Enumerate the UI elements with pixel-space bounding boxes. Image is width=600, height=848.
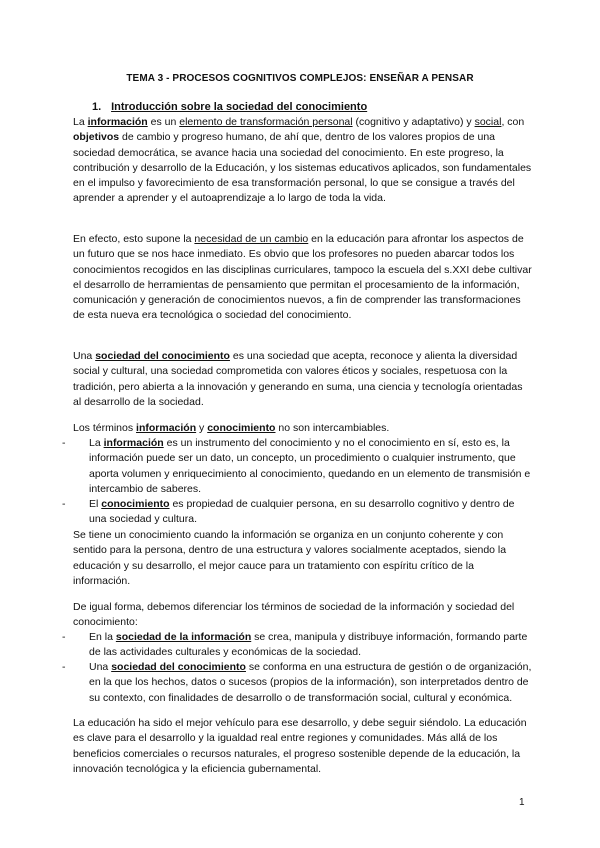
text: En la (89, 631, 116, 643)
underlined-phrase: elemento de transformación personal (179, 116, 353, 128)
paragraph-7: La educación ha sido el mejor vehículo para ese desarrollo, y debe seguir siéndolo. La educación es clave para el desarrollo y la igualdad real entre regiones y comunidades. Más allá de los beneficios comerciales o recursos naturales, el progreso sostenible depende de la educación, la innovación tecnológica y la eficiencia gubernamental. (73, 717, 527, 775)
text: La (73, 116, 88, 128)
paragraph-5: Se tiene un conocimiento cuando la información se organiza en un conjunto coherente y con sentido para la persona, dentro de una estructura y valores socialmente aceptados, siendo la educación y su desarrollo, el mejor cauce para un tratamiento con espíritu crítico de la información. (73, 529, 507, 587)
list-dash: - (62, 661, 66, 673)
text: de cambio y progreso humano, de ahí que, dentro de los valores propios de una sociedad democrática, se avance hacia una sociedad del conocimiento. En este progreso, la contribución y desarrollo de la Educación, y los sistemas educativos aplicados, son fundamentales en el impulso y favorecimiento de esa transformación personal, lo que se consigue a través del aprender a aprender y el autoaprendizaje a lo largo de toda la vida. (73, 131, 532, 205)
text: se conforma en una estructura de gestión o de organización, en la que los hechos, datos o sucesos (propios de la información), son interpretados dentro de su contexto, con finalidades de desarrollo o de transformación social, cultural y económica. (89, 661, 532, 704)
paragraph-3 (73, 349, 533, 410)
list-item (62, 660, 533, 706)
section-heading (92, 101, 367, 113)
term-objetivos: objetivos (73, 131, 120, 144)
paragraph-6: De igual forma, debemos diferenciar los términos de sociedad de la información y sociedad del conocimiento: (73, 601, 515, 629)
list-dash: - (62, 498, 66, 510)
text: se crea, manipula y distribuye información, formando parte de las actividades culturales y económicas de la sociedad. (89, 631, 528, 659)
list-item (62, 630, 533, 661)
text: Una (89, 661, 112, 673)
term-conocimiento: conocimiento (101, 498, 170, 510)
paragraph-4 (73, 421, 533, 436)
text: El (89, 498, 102, 510)
term-informacion: información (103, 437, 164, 449)
text: es propiedad de cualquier persona, en su desarrollo cognitivo y dentro de una sociedad y cultura. (89, 498, 515, 526)
text: en la educación para afrontar los aspectos de un futuro que se nos hace inmediato. Es obvio que los profesores no pueden abarcar todos los conocimientos recogidos en las disciplinas curriculares, tampoco la escuela del s.XXI debe cultivar el desarrollo de herramientas de pensamiento que permitan el procesamiento de la información, comunicación y generación de conocimientos nuevos, a fin de comprender las transformaciones de esta nueva era tecnológica o sociedad del conocimiento. (73, 233, 532, 322)
text: es un (147, 116, 180, 128)
term-sociedad-conocimiento: sociedad del conocimiento (95, 350, 230, 362)
underlined-phrase: necesidad de un cambio (194, 233, 309, 245)
underlined-phrase: social (474, 116, 502, 128)
paragraph-1 (73, 115, 533, 207)
document-title: TEMA 3 - PROCESOS COGNITIVOS COMPLEJOS: ENSEÑAR A PENSAR (126, 73, 474, 84)
paragraph-2 (73, 232, 533, 324)
text: , con (501, 116, 525, 128)
term-informacion: información (87, 116, 148, 128)
text: Los términos (73, 422, 137, 434)
term-informacion: información (136, 422, 197, 434)
page-number: 1 (519, 797, 525, 808)
list-dash: - (62, 631, 66, 643)
text: (cognitivo y adaptativo) y (352, 116, 475, 128)
list-dash: - (62, 437, 66, 449)
text: no son intercambiables. (275, 422, 390, 434)
section-title: Introducción sobre la sociedad del conocimiento (111, 101, 368, 113)
text: Una (73, 350, 96, 362)
section-number: 1. (92, 101, 102, 113)
term-sociedad-informacion: sociedad de la información (115, 631, 252, 643)
text: En efecto, esto supone la (73, 233, 195, 245)
list-item (62, 436, 533, 497)
text: es un instrumento del conocimiento y no el conocimiento en sí, esto es, la información puede ser un dato, un concepto, un procedimiento o cualquier instrumento, que aporta volumen y enriquecimiento al conocimiento, quedando en un elemento de transmisión e intercambio de saberes. (89, 437, 531, 495)
list-item (62, 497, 533, 528)
term-sociedad-conocimiento: sociedad del conocimiento (111, 661, 246, 673)
text: La (89, 437, 104, 449)
text: es una sociedad que acepta, reconoce y alienta la diversidad social y cultural, una sociedad comprometida con valores éticos y sociales, respetuosa con la tradición, pero abierta a la innovación y generando en suma, una ciencia y tecnología orientadas al desarrollo de la sociedad. (73, 350, 523, 408)
text: y (196, 422, 208, 434)
term-conocimiento: conocimiento (207, 422, 276, 434)
